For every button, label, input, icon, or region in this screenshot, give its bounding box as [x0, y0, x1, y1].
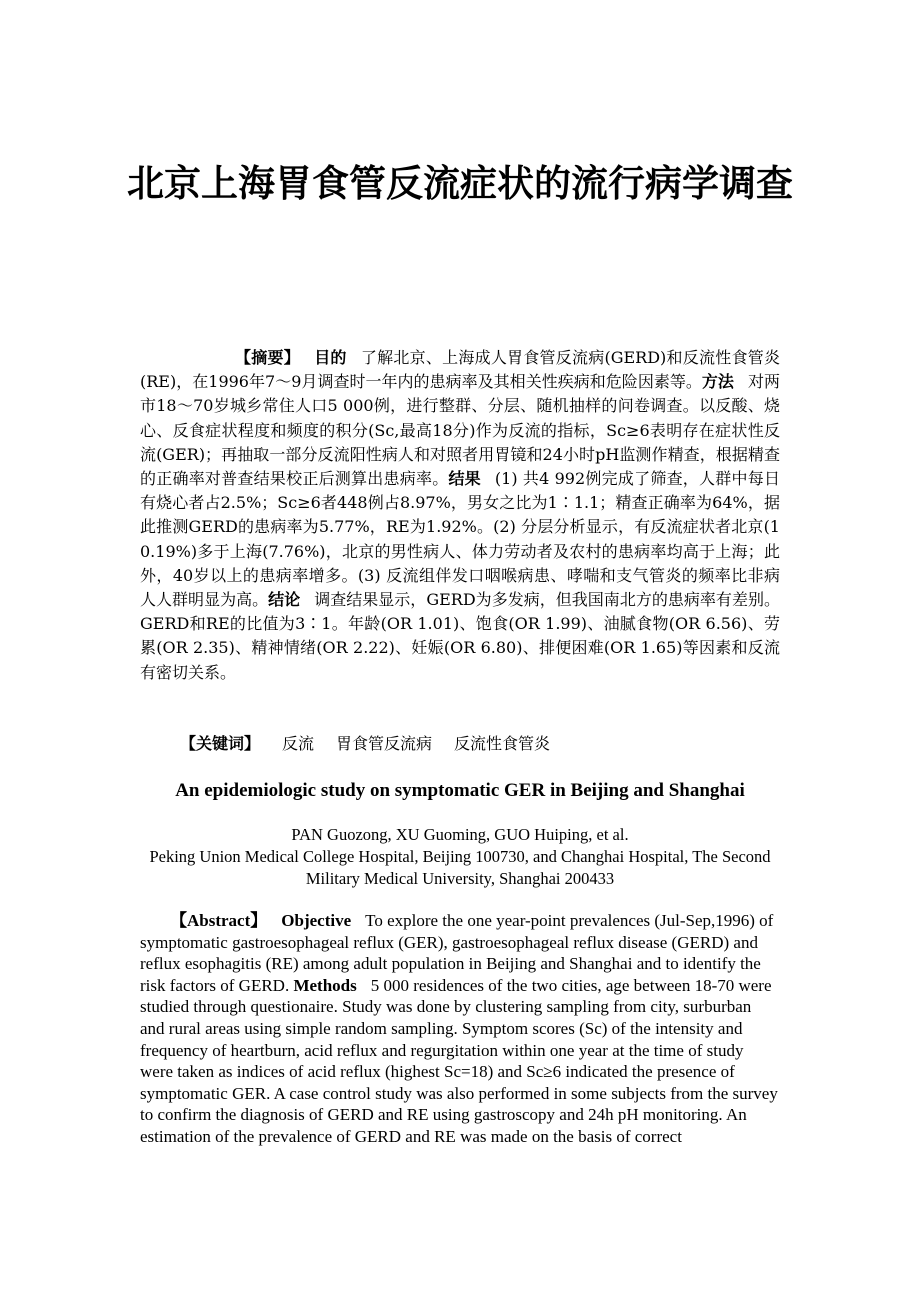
authors-line: PAN Guozong, XU Guoming, GUO Huiping, et al.	[291, 825, 629, 844]
objective-en-text: To explore the one year-point prevalences (Jul-Sep,1996) of symptomatic gastroesophageal reflux (GER), gastroesophageal reflux disease (GERD) and reflux esophagitis (RE) among adult population in Beijing and Shanghai and to identify the risk factors of GERD.	[140, 911, 774, 995]
chinese-abstract	[140, 346, 780, 685]
abstract-en-label: 【Abstract】	[170, 911, 268, 930]
methods-en-label: Methods	[293, 975, 357, 995]
conclusion-text: 调查结果显示，GERD为多发病，但我国南北方的患病率有差别。GERD和RE的比值为3∶1。年龄(OR 1.01)、饱食(OR 1.99)、油腻食物(OR 6.56)、劳累(OR 2.35)、精神情绪(OR 2.22)、妊娠(OR 6.80)、排便困难(OR 1.65)等因素和反流有密切关系。	[140, 590, 780, 682]
english-abstract	[140, 910, 780, 1148]
affiliation-line: Peking Union Medical College Hospital, Beijing 100730, and Changhai Hospital, The Second Military Medical University, Shanghai 200433	[149, 847, 771, 888]
document-title: 北京上海胃食管反流症状的流行病学调查	[127, 162, 793, 205]
methods-en-text: 5 000 residences of the two cities, age between 18-70 were studied through questionaire. Study was done by clustering sampling from city, surburban and rural areas using simple random sampling. Symptom scores (Sc) of the intensity and frequency of heartburn, acid reflux and regurgitation within one year at the time of study were taken as indices of acid reflux (highest Sc=18) and Sc≥6 indicated the presence of symptomatic GER. A case control study was also performed in some subjects from the survey to confirm the diagnosis of GERD and RE using gastroscopy and 24h pH monitoring. An estimation of the prevalence of GERD and RE was made on the basis of correct	[140, 975, 778, 1146]
methods-text: 对两市18～70岁城乡常住人口5 000例，进行整群、分层、随机抽样的问卷调查。以反酸、烧心、反食症状程度和频度的积分(Sc,最高18分)作为反流的指标，Sc≥6表明存在症状性反流(GER)；再抽取一部分反流阳性病人和对照者用胃镜和24小时pH监测作精查，根据精查的正确率对普查结果校正后测算出患病率。	[140, 372, 780, 489]
objective-text: 了解北京、上海成人胃食管反流病(GERD)和反流性食管炎(RE)，在1996年7～9月调查时一年内的患病率及其相关性疾病和危险因素等。	[140, 348, 780, 392]
keyword-item: 胃食管反流病	[336, 734, 433, 753]
results-label: 结果	[448, 469, 481, 489]
conclusion-label: 结论	[268, 590, 301, 610]
objective-label: 目的	[313, 348, 347, 367]
keyword-item: 反流性食管炎	[454, 734, 551, 753]
abstract-label: 【摘要】	[235, 348, 300, 367]
results-text: (1) 共4 992例完成了筛查，人群中每日有烧心者占2.5%；Sc≥6者448例占8.97%，男女之比为1∶1.1；精查正确率为64%，据此推测GERD的患病率为5.77%，RE为1.92%。(2) 分层分析显示，有反流症状者北京(10.19%)多于上海(7.76%)，北京的男性病人、体力劳动者及农村的患病率均高于上海；此外，40岁以上的患病率增多。(3) 反流组伴发口咽喉病患、哮喘和支气管炎的频率比非病人人群明显为高。	[140, 469, 780, 610]
keyword-item: 反流	[282, 734, 315, 753]
english-title: An epidemiologic study on symptomatic GER in Beijing and Shanghai	[175, 780, 745, 801]
author-block	[130, 824, 790, 890]
methods-label: 方法	[701, 372, 734, 392]
chinese-keywords	[140, 732, 780, 756]
keywords-label: 【关键词】	[180, 734, 261, 753]
objective-en-label: Objective	[281, 911, 352, 930]
